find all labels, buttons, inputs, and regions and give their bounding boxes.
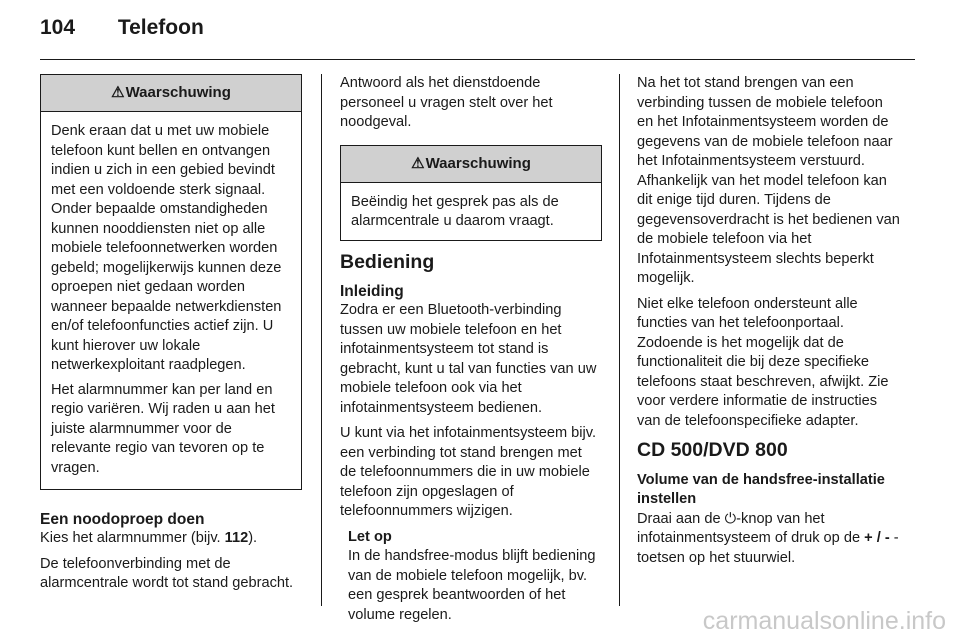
column-divider-1 [321, 74, 322, 606]
section-heading: CD 500/DVD 800 [637, 439, 788, 461]
warning-title: Waarschuwing [425, 154, 531, 172]
warning-text: Beëindig het gesprek pas als de alarmcentrale u daarom vraagt. [351, 193, 559, 229]
volume-keys: + / - [864, 530, 890, 546]
warning-body [341, 183, 601, 240]
note-text: In de handsfree-modus blijft bediening van de mobiele telefoon mogelijk, bv. een gesprek beantwoorden of het volume regelen. [348, 548, 596, 623]
warning-icon: ⚠ [111, 84, 125, 101]
paragraph: Antwoord als het dienstdoende personeel u vragen stelt over het noodgeval. [340, 75, 553, 130]
paragraph: Zodra er een Bluetooth-verbinding tussen uw mobiele telefoon en het infotainmentsysteem tot stand is gebracht, kunt u tal van functies van uw mobiele telefoon ook via het infotainmentsysteem bedienen. [340, 302, 597, 416]
warning-text-1: Denk eraan dat u met uw mobiele telefoon kunt bellen en ontvangen indien u zich in een gebied bevindt met een voldoende sterk signaal. Onder bepaalde omstandigheden kunnen nooddiensten niet op alle mobiele telefoonnetwerken worden gebeld; mogelijkerwijs kunnen deze oproepen niet gedaan worden wanneer bepaalde netwerkdiensten en/of telefoonfuncties actief zijn. U kunt hierover uw lokale netwerkexploitant raadplegen. [51, 123, 282, 373]
section-heading: Een noodoproep doen [40, 511, 205, 528]
note-title: Let op [348, 528, 392, 545]
warning-body [41, 112, 301, 489]
warning-title: Waarschuwing [125, 84, 231, 101]
text-run: ). [248, 530, 258, 546]
warning-text-2: Het alarmnummer kan per land en regio variëren. Wij raden u aan het juiste alarmnummer voor de relevante regio van tevoren op te vragen. [51, 381, 275, 476]
paragraph: De telefoonverbinding met de alarmcentrale wordt tot stand gebracht. [40, 555, 294, 591]
page-title: Telefoon [117, 16, 204, 39]
column-divider-2 [619, 74, 620, 606]
note [340, 528, 602, 626]
warning-box [40, 74, 302, 490]
emergency-number: 112 [224, 530, 249, 546]
paragraph [637, 510, 902, 569]
text-run: -toetsen op het stuurwiel. [637, 530, 899, 566]
page-header [40, 16, 204, 40]
watermark: carmanualsonline.info [702, 607, 946, 635]
warning-header [341, 146, 601, 183]
column-3 [637, 74, 902, 574]
power-knob-icon: ⏻ [724, 510, 737, 527]
column-1 [40, 74, 302, 600]
section-heading: Bediening [340, 250, 435, 273]
paragraph: Niet elke telefoon ondersteunt alle functies van het telefoonportaal. Zodoende is het mogelijk dat de functionaliteit die bij deze specifieke telefoons staat beschreven, afwijkt. Zie voor verdere informatie de instructies van de telefoonspecifieke adapter. [637, 295, 889, 429]
subsection-heading: Volume van de handsfree-installatie instellen [637, 471, 885, 507]
paragraph [40, 529, 302, 549]
text-run: Kies het alarmnummer (bijv. [40, 530, 225, 546]
warning-icon: ⚠ [411, 154, 425, 172]
page-number: 104 [40, 16, 76, 39]
text-run: -knop van het infotainmentsysteem of druk op de [637, 510, 865, 546]
paragraph: U kunt via het infotainmentsysteem bijv. een verbinding tot stand brengen met de telefoonnummers die in uw mobiele telefoon zijn opgeslagen of telefoonnummers wijzigen. [340, 425, 597, 519]
paragraph: Na het tot stand brengen van een verbinding tussen de mobiele telefoon en het Infotainmentsysteem worden de gegevens van de mobiele telefoon naar het Infotainmentsysteem verstuurd. Afhankelijk van het model telefoon kan dit enige tijd duren. Tijdens de gegevensoverdracht is het bedienen van de mobiele telefoon via het Infotainmentsysteem slechts beperkt mogelijk. [637, 75, 900, 286]
warning-box [340, 145, 602, 241]
subsection-heading: Inleiding [340, 283, 404, 300]
warning-header [41, 75, 301, 112]
header-rule [40, 59, 915, 60]
column-2 [340, 74, 602, 631]
text-run: Draai aan de [637, 510, 725, 527]
